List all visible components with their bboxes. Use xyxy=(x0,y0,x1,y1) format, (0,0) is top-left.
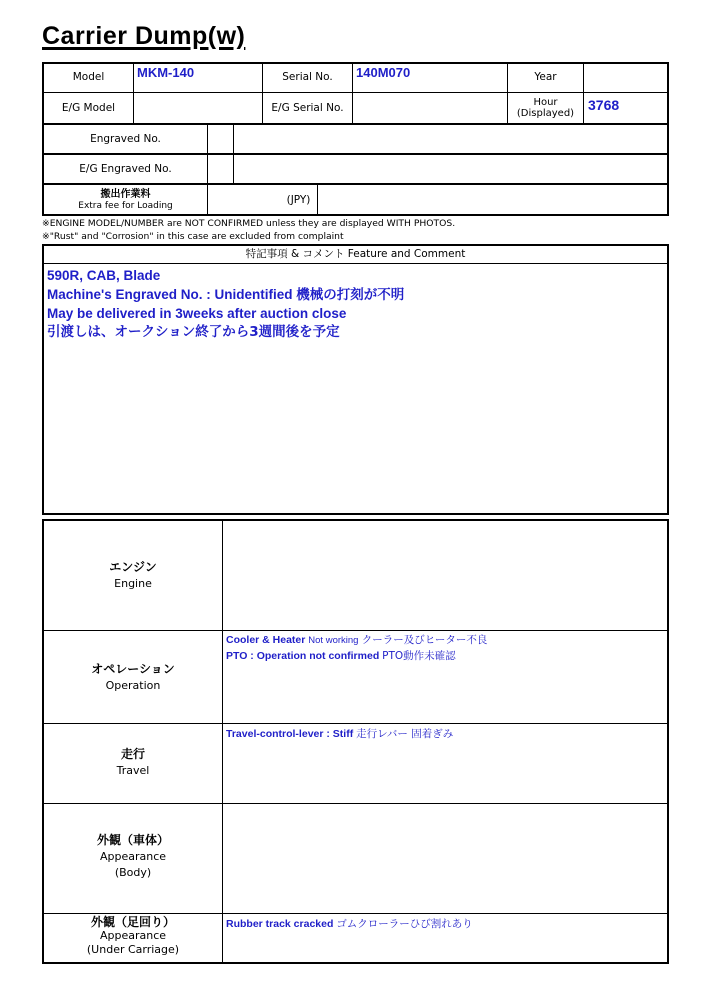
model-label: Model xyxy=(72,71,105,84)
appearance-under-label-jp: 外観（足回り） xyxy=(90,915,175,929)
comment-header: 特記事項 & コメント Feature and Comment xyxy=(245,248,466,261)
travel-line-1-a: Travel-control-lever : Stiff xyxy=(226,728,357,740)
operation-label xyxy=(44,661,222,694)
hour-label-line1: Hour xyxy=(533,96,558,108)
travel-label xyxy=(44,746,222,779)
appearance-body-label xyxy=(44,832,222,881)
note-engine: ※ENGINE MODEL/NUMBER are NOT CONFIRMED unless they are displayed WITH PHOTOS. xyxy=(42,218,456,229)
operation-line-1-c: クーラー及びヒーター不良 xyxy=(358,634,488,646)
info-col-divider xyxy=(583,62,584,124)
appearance-under-label-en1: Appearance xyxy=(99,929,167,943)
section-divider xyxy=(42,630,669,631)
travel-line-1 xyxy=(226,727,453,742)
serial-value: 140M070 xyxy=(356,65,411,80)
hour-label-line2: (Displayed) xyxy=(516,108,575,119)
comment-line-3: May be delivered in 3weeks after auction close xyxy=(47,306,347,321)
hour-label xyxy=(508,93,583,123)
appearance-body-label-en2: (Body) xyxy=(114,866,152,880)
serial-label: Serial No. xyxy=(282,71,333,84)
comment-line-2-en: Machine's Engraved No. : Unidentified xyxy=(47,287,297,302)
engine-label-jp: エンジン xyxy=(109,560,157,574)
section-divider xyxy=(42,723,669,724)
operation-line-1-a: Cooler & Heater xyxy=(226,634,309,646)
comment-line-4: 引渡しは、オークション終了から3週間後を予定 xyxy=(47,324,340,340)
appearance-under-line-1-a: Rubber track cracked xyxy=(226,918,337,930)
operation-line-1 xyxy=(226,633,487,648)
comment-header-divider xyxy=(42,263,669,264)
operation-line-1-b: Not working xyxy=(308,635,359,646)
page-title: Carrier Dump(w) xyxy=(42,22,246,50)
section-divider xyxy=(42,913,669,914)
appearance-body-label-jp: 外観（車体） xyxy=(96,833,169,847)
comment-line-2-jp: 機械の打刻が不明 xyxy=(296,287,405,303)
fee-label xyxy=(44,185,207,215)
eg-serial-label: E/G Serial No. xyxy=(271,101,344,114)
year-label: Year xyxy=(534,71,557,84)
eg-engraved-label: E/G Engraved No. xyxy=(79,162,172,175)
comment-line-2 xyxy=(47,285,404,305)
fee-unit: (JPY) xyxy=(286,193,311,206)
note-rust: ※"Rust" and "Corrosion" in this case are excluded from complaint xyxy=(42,231,344,242)
travel-line-1-b: 走行レバー 固着ぎみ xyxy=(356,728,454,740)
engine-label xyxy=(44,559,222,592)
appearance-under-label-en2: (Under Carriage) xyxy=(86,942,180,956)
info-col-divider xyxy=(233,124,234,184)
operation-label-en: Operation xyxy=(105,679,161,693)
engraved-label: Engraved No. xyxy=(90,132,161,145)
fee-label-en: Extra fee for Loading xyxy=(78,200,173,211)
operation-line-2-b: PTO動作未確認 xyxy=(382,650,456,662)
operation-label-jp: オペレーション xyxy=(91,662,175,676)
appearance-under-line-1-b: ゴムクローラーひび割れあり xyxy=(336,918,473,930)
comment-line-1: 590R, CAB, Blade xyxy=(47,268,161,283)
operation-line-2-a: PTO : Operation not confirmed xyxy=(226,650,383,662)
eg-model-label: E/G Model xyxy=(61,101,116,114)
appearance-under-label xyxy=(44,915,222,956)
travel-label-en: Travel xyxy=(116,764,150,778)
hour-value: 3768 xyxy=(588,97,620,113)
section-divider xyxy=(42,803,669,804)
sections-col-divider xyxy=(222,519,223,964)
info-col-divider xyxy=(352,62,353,124)
engine-label-en: Engine xyxy=(114,577,152,591)
appearance-under-line-1 xyxy=(226,917,473,932)
model-value: MKM-140 xyxy=(137,65,195,80)
info-col-divider xyxy=(207,124,208,216)
operation-line-2 xyxy=(226,649,456,664)
info-col-divider xyxy=(133,62,134,124)
travel-label-jp: 走行 xyxy=(120,747,145,761)
appearance-body-label-en1: Appearance xyxy=(99,850,167,864)
fee-label-jp: 搬出作業料 xyxy=(100,189,151,201)
info-col-divider xyxy=(317,184,318,215)
